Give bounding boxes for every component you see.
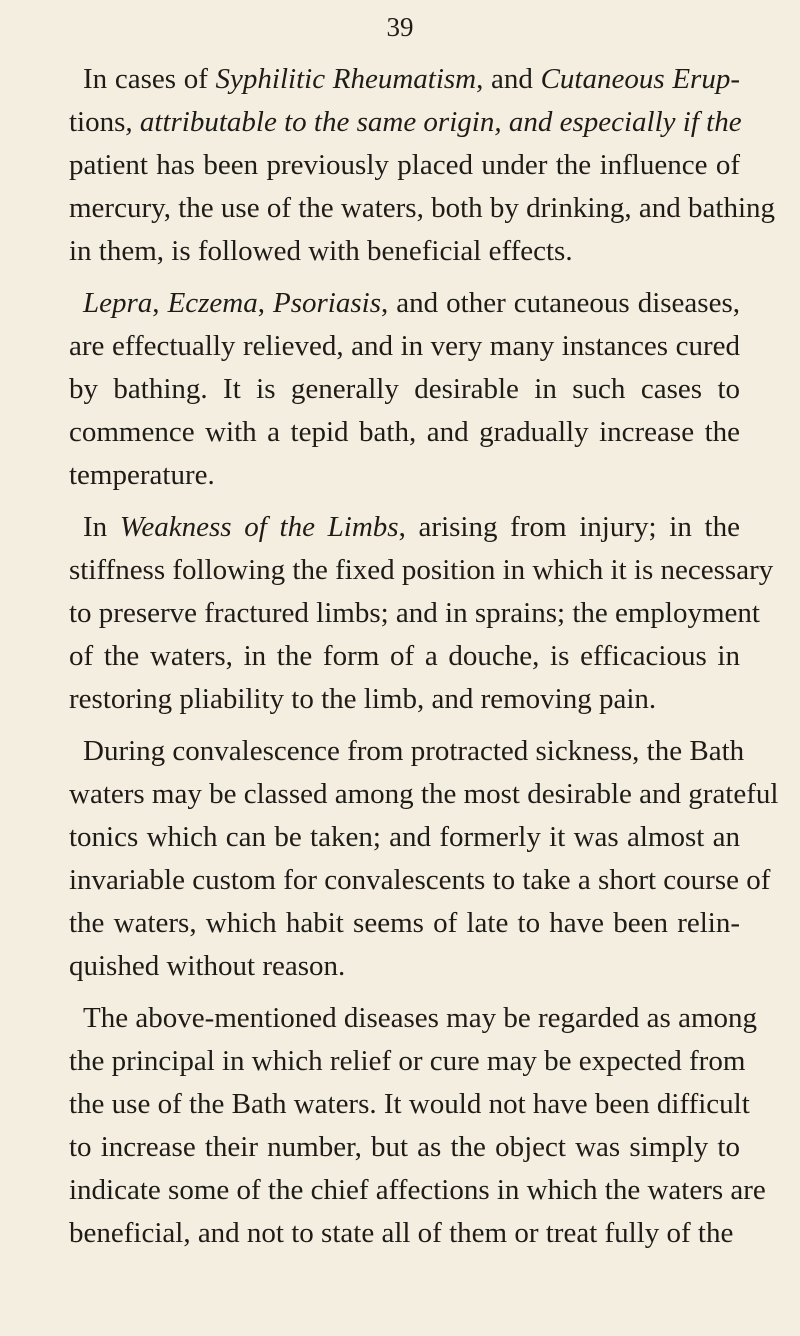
text-line: indicate some of the chief affections in which the waters are xyxy=(69,1174,766,1206)
body-text xyxy=(69,58,779,1255)
text-line: in them, is followed with beneficial effects. xyxy=(69,235,573,267)
italic-term: Weakness of the Limbs xyxy=(119,511,399,543)
text-line: to increase their number, but as the object was simply to xyxy=(69,1131,740,1163)
text-line: restoring pliability to the limb, and removing pain. xyxy=(69,683,657,715)
paragraph xyxy=(69,58,776,273)
italic-term: , attributable to the same origin, and especially if the xyxy=(125,106,742,138)
text-line: by bathing. It is generally desirable in such cases to xyxy=(69,373,740,405)
paragraph-gap xyxy=(69,721,740,730)
paragraph-gap xyxy=(69,988,740,997)
italic-term: Lepra xyxy=(83,287,153,319)
paragraph xyxy=(69,997,766,1255)
text-line: quished without reason. xyxy=(69,950,346,982)
italic-term: Psoriasis xyxy=(273,287,381,319)
paragraph-gap xyxy=(69,497,740,506)
text-line: the use of the Bath waters. It would not have been difficult xyxy=(69,1088,750,1120)
text-line: waters may be classed among the most desirable and grateful xyxy=(69,778,779,810)
page-number: 39 xyxy=(386,12,414,42)
text-line: stiffness following the fixed position in which it is necessary xyxy=(69,554,774,586)
text-line: of the waters, in the form of a douche, is efficacious in xyxy=(69,640,740,672)
paragraph xyxy=(69,730,779,988)
text-line: tions, attributable to the same origin, and especially if the xyxy=(69,106,742,138)
text-line: mercury, the use of the waters, both by drinking, and bathing xyxy=(69,192,776,224)
text-line: beneficial, and not to state all of them or treat fully of the xyxy=(69,1217,734,1249)
text-line: to preserve fractured limbs; and in sprains; the employment xyxy=(69,597,760,629)
text-line: During convalescence from protracted sickness, the Bath xyxy=(83,735,745,767)
paragraph-gap xyxy=(69,273,740,282)
text-line: patient has been previously placed under the influence of xyxy=(69,149,740,181)
text-line: are effectually relieved, and in very many instances cured xyxy=(69,330,740,362)
italic-term: Eczema xyxy=(167,287,258,319)
text-line: tonics which can be taken; and formerly it was almost an xyxy=(69,821,740,853)
text-line: temperature. xyxy=(69,459,215,491)
text-line: In cases of Syphilitic Rheumatism, and Cutaneous Erup- xyxy=(83,63,740,95)
italic-term: Syphilitic Rheumatism xyxy=(215,63,477,95)
text-line: In Weakness of the Limbs, arising from injury; in the xyxy=(83,511,740,543)
paragraph xyxy=(69,282,740,497)
text-line: the principal in which relief or cure may be expected from xyxy=(69,1045,746,1077)
text-line: invariable custom for convalescents to take a short course of xyxy=(69,864,771,896)
text-line: Lepra, Eczema, Psoriasis, and other cutaneous diseases, xyxy=(83,287,740,319)
paragraph xyxy=(69,506,774,721)
text-line: commence with a tepid bath, and gradually increase the xyxy=(69,416,740,448)
text-line: the waters, which habit seems of late to have been relin- xyxy=(69,907,740,939)
text-line: The above-mentioned diseases may be regarded as among xyxy=(83,1002,757,1034)
italic-term: Cutaneous Erup- xyxy=(540,63,740,95)
